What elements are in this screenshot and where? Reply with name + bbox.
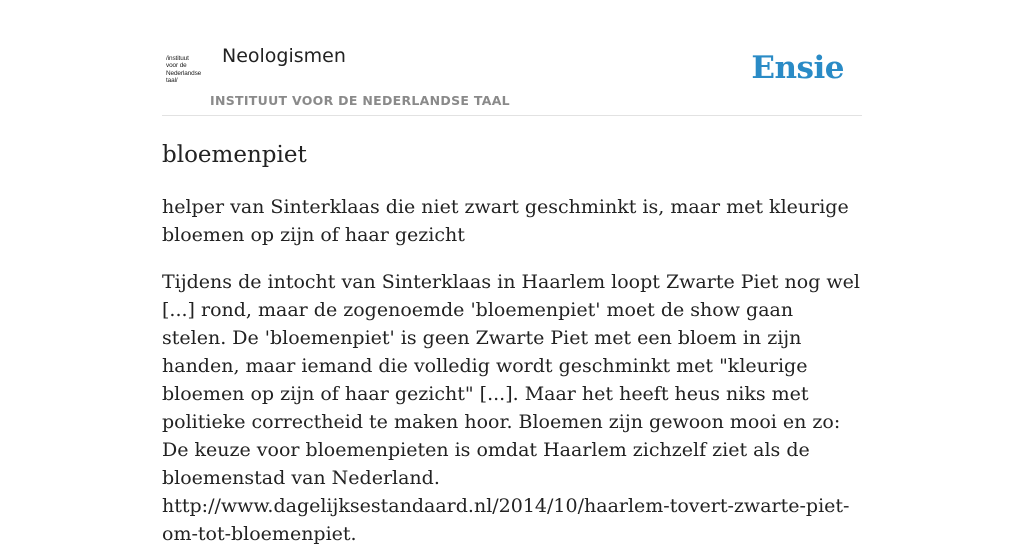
logo-line: voor de [166, 62, 187, 70]
logo-line: Nederlandse [166, 69, 202, 77]
logo-line: /instituut [166, 55, 189, 62]
example-text: Tijdens de intocht van Sinterklaas in Haarlem loopt Zwarte Piet nog wel [...] rond, maar de zogenoemde 'bloemenpiet' moet de show gaan stelen. De 'bloemenpiet' is geen Zwarte Piet met een bloem in zijn handen, maar iemand die volledig wordt geschminkt met "kleurige bloemen op zijn of haar gezicht" [...]. Maar het heeft heus niks met politieke correctheid te maken hoor. Bloemen zijn gewoon mooi en zo: De keuze voor bloemenpieten is omdat Haarlem zichzelf ziet als de bloemenstad van Nederland. [162, 271, 860, 489]
header [162, 0, 862, 116]
ensie-brand-link[interactable]: Ensie [751, 50, 844, 86]
entry-definition: helper van Sinterklaas die niet zwart geschminkt is, maar met kleurige bloemen op zijn of haar gezicht [162, 196, 849, 246]
institute-logo[interactable] [166, 55, 210, 91]
source-subtitle: INSTITUUT VOOR DE NEDERLANDSE TAAL [210, 93, 510, 108]
logo-line: taal/ [166, 77, 178, 85]
entry-word: bloemenpiet [162, 142, 307, 168]
example-source-url: http://www.dagelijksestandaard.nl/2014/10/haarlem-tovert-zwarte-piet-om-tot-bloemenpiet. [162, 495, 850, 545]
source-title-link[interactable]: Neologismen [222, 45, 346, 67]
content-container [162, 0, 862, 548]
entry-example [162, 268, 862, 548]
